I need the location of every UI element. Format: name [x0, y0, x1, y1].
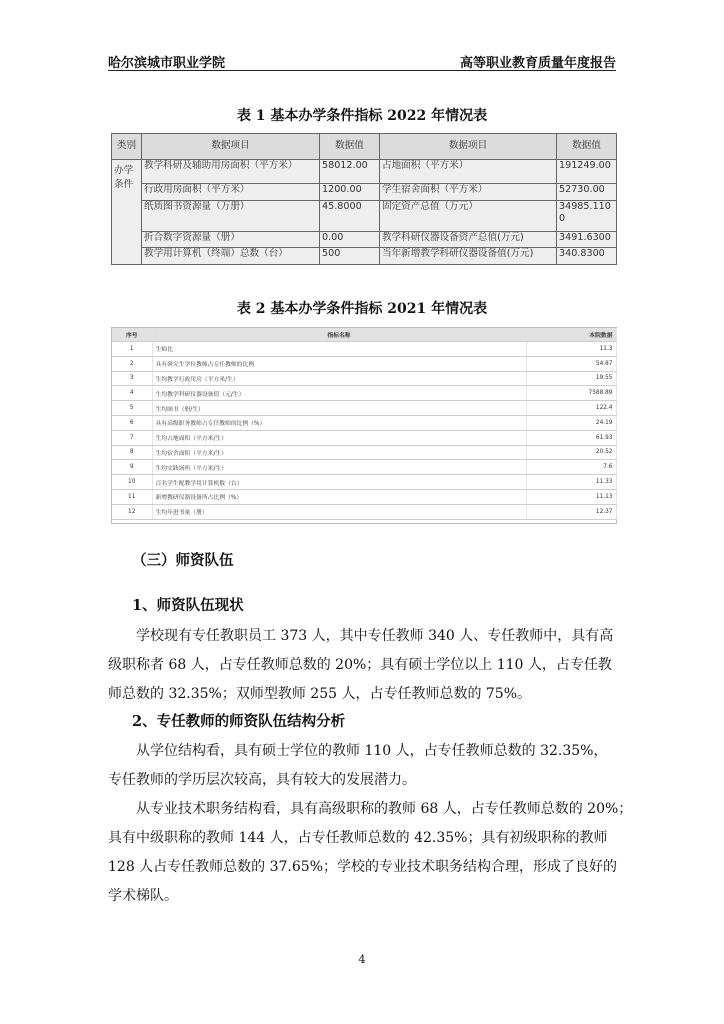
text-line: 级职称者 68 人，占专任教师总数的 20%；具有硕士学位以上 110 人，占专任教 [108, 657, 612, 673]
table-cell: 3491.6300 [557, 231, 617, 248]
table-cell: 34985.110 0 [557, 200, 617, 231]
table1-header-value-2: 数据值 [557, 134, 617, 160]
table2-header-index: 序号 [112, 328, 152, 342]
table-cell: 10 [112, 475, 152, 490]
table-cell: 340.8300 [557, 248, 617, 265]
table-cell: 191249.00 [557, 159, 617, 183]
table-cell: 54.87 [526, 356, 616, 371]
table-cell: 教学用计算机（终端）总数（台） [142, 248, 320, 265]
table-cell: 生均宿舍面积（平方米/生） [152, 445, 526, 460]
table-cell: 12.37 [526, 504, 616, 519]
table-row [112, 342, 616, 357]
table-cell: 11.33 [526, 475, 616, 490]
table1-category-cell: 办学条件 [112, 159, 142, 264]
table1-header-row [112, 134, 617, 160]
table-cell: 占地面积（平方米） [380, 159, 557, 183]
table-cell: 3 [112, 371, 152, 386]
table-cell: 2 [112, 356, 152, 371]
table-cell: 生均图书（册/生） [152, 401, 526, 416]
table-cell: 7 [112, 430, 152, 445]
header-report-title: 高等职业教育质量年度报告 [459, 56, 616, 71]
paragraph-faculty-status [108, 622, 616, 709]
table-cell: 固定资产总值（万元） [380, 200, 557, 231]
header-school-name: 哈尔滨城市职业学院 [108, 56, 226, 71]
subsection-title-status: 1、师资队伍现状 [132, 597, 244, 614]
table-row [112, 415, 616, 430]
table-row [112, 386, 616, 401]
table-row [112, 401, 616, 416]
table-cell: 当年新增教学科研仪器设备值(万元) [380, 248, 557, 265]
text-line: 具有中级职称的教师 144 人，占专任教师总数的 42.35%；具有初级职称的教师 [108, 830, 608, 846]
paragraph-degree-structure [108, 737, 616, 795]
page-number: 4 [358, 953, 366, 966]
table-cell: 500 [320, 248, 380, 265]
table-cell: 9 [112, 460, 152, 475]
table-cell: 折合数字资源量（册） [142, 231, 320, 248]
table-cell: 11.13 [526, 489, 616, 504]
table2 [111, 327, 617, 524]
table-row [112, 445, 616, 460]
table-cell: 45.8000 [320, 200, 380, 231]
table-cell: 7588.89 [526, 386, 616, 401]
table-cell: 122.4 [526, 401, 616, 416]
table-cell: 学生宿舍面积（平方米） [380, 183, 557, 200]
table-row [112, 183, 617, 200]
table-cell: 11.3 [526, 342, 616, 357]
table-cell: 具有高级职务教师占专任教师的比例（%） [152, 415, 526, 430]
table-cell: 8 [112, 445, 152, 460]
table-cell: 生师比 [152, 342, 526, 357]
paragraph-title-structure [108, 795, 633, 911]
table-row [112, 430, 616, 445]
table-cell: 具有研究生学位教师占专任教师的比例 [152, 356, 526, 371]
table-cell: 7.6 [526, 460, 616, 475]
table-cell: 11 [112, 489, 152, 504]
table-cell: 生均占地面积（平方米/生） [152, 430, 526, 445]
text-line: 师总数的 32.35%；双师型教师 255 人，占专任教师总数的 75%。 [108, 686, 532, 702]
table1-header-item: 数据项目 [142, 134, 320, 160]
table-cell: 20.52 [526, 445, 616, 460]
table-row [112, 504, 616, 519]
table2-header-name: 指标名称 [152, 328, 526, 342]
table-cell: 生均年进书量（册） [152, 504, 526, 519]
table-cell: 1 [112, 342, 152, 357]
table-row [112, 371, 616, 386]
table-cell: 1200.00 [320, 183, 380, 200]
table-row [112, 475, 616, 490]
text-line: 学校现有专任教职员工 373 人，其中专任教师 340 人、专任教师中，具有高 [136, 628, 614, 644]
table2-caption: 表 2 基本办学条件指标 2021 年情况表 [236, 301, 488, 317]
table-cell: 教学科研及辅助用房面积（平方米） [142, 159, 320, 183]
table-cell: 0.00 [320, 231, 380, 248]
table-cell: 12 [112, 504, 152, 519]
text-line: 128 人占专任教师总数的 37.65%；学校的专业技术职务结构合理，形成了良好的 [108, 859, 618, 875]
header-divider [108, 70, 616, 71]
text-line: 从学位结构看，具有硕士学位的教师 110 人，占专任教师总数的 32.35%， [136, 743, 608, 759]
table1 [111, 133, 616, 265]
table-cell: 6 [112, 415, 152, 430]
text-line: 专任教师的学历层次较高，具有较大的发展潜力。 [108, 772, 416, 788]
table-cell: 百名学生配教学用计算机数（台） [152, 475, 526, 490]
table-row [112, 356, 616, 371]
table-cell: 教学科研仪器设备资产总值(万元) [380, 231, 557, 248]
table-cell: 4 [112, 386, 152, 401]
table-cell: 生均教学科研仪器设备值（元/生） [152, 386, 526, 401]
table-cell: 新增教研仪器设备所占比例（%） [152, 489, 526, 504]
text-line: 从专业技术职务结构看，具有高级职称的教师 68 人，占专任教师总数的 20%； [136, 801, 633, 817]
table-cell: 生均教学行政用房（平方米/生） [152, 371, 526, 386]
table2-header-row [112, 328, 616, 342]
table-cell: 58012.00 [320, 159, 380, 183]
table-cell: 纸质图书资源量（万册） [142, 200, 320, 231]
table-row [112, 489, 616, 504]
table-cell: 行政用房面积（平方米） [142, 183, 320, 200]
table-cell: 5 [112, 401, 152, 416]
table-cell: 24.19 [526, 415, 616, 430]
table2-header-value: 本院数据 [526, 328, 616, 342]
table-cell: 61.93 [526, 430, 616, 445]
section-title-faculty: （三）师资队伍 [132, 552, 234, 569]
table1-caption: 表 1 基本办学条件指标 2022 年情况表 [236, 108, 488, 124]
table1-header-category: 类别 [112, 134, 142, 160]
table-row [112, 231, 617, 248]
table1-header-item-2: 数据项目 [380, 134, 557, 160]
table-cell: 生均实践场所（平方米/生） [152, 460, 526, 475]
table-cell: 52730.00 [557, 183, 617, 200]
table-row [112, 159, 617, 183]
table-cell: 19.55 [526, 371, 616, 386]
text-line: 学术梯队。 [108, 888, 178, 904]
table-row [112, 460, 616, 475]
table-row [112, 200, 617, 231]
subsection-title-structure: 2、专任教师的师资队伍结构分析 [132, 713, 346, 730]
table1-header-value: 数据值 [320, 134, 380, 160]
table-row [112, 248, 617, 265]
